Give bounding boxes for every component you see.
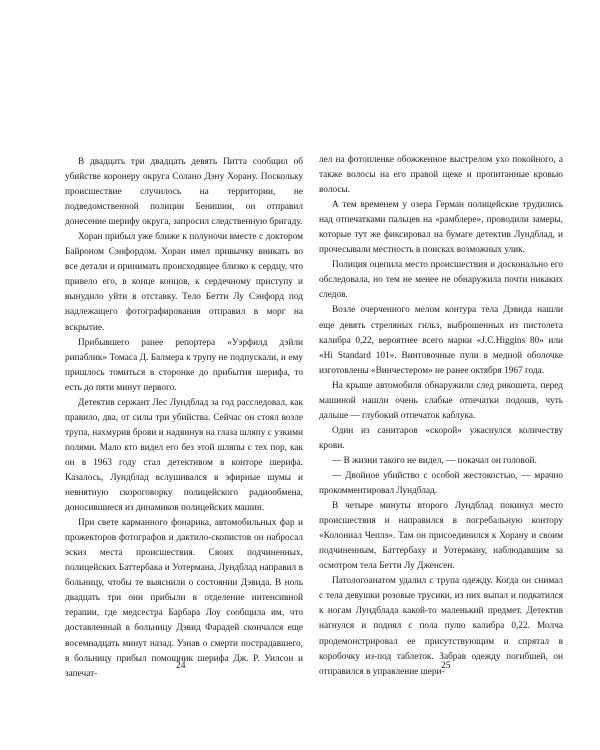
right-paragraph-9: В четыре минуты второго Лундблад покинул место происшествия и направился в погребальную контору «Колониал Чеплз». Там он присоединился к Хорану и своим подчиненным, Баттербаху и Уотерману, наблюдавшим за осмотром тела Бетти Лу Дженсен. [319,501,563,572]
left-paragraph-4: Детектив сержант Лес Лундблад за год расследовал, как правило, два, от силы три убийства. Сейчас он стоял возле трупа, нахмурив брови и надвинув на глаза шляпу с узкими полями. Мало кто видел его без этой шляпы с тех пор, как он в 1963 году стал детективом в конторе шерифа. Казалось, Лундблад вслушивался в эфирные шумы и невнятную скороговорку полицейского радиообмена, доносившиеся из динамиков полицейских машин. [65,397,303,514]
left-paragraph-3: Прибывшего ранее репортера «Уэрфилд дэйли рипаблик» Томаса Д. Балмера к трупу не подпускали, и ему пришлось томиться в сторонке до прибытия шерифа, то есть до пяти минут первого. [65,337,303,393]
right-paragraph-6: Один из санитаров «скорой» ужаснулся количеству крови. [319,425,563,451]
left-paragraph-1: В двадцать три двадцать девять Питта сообщил об убийстве коронеру округа Солано Дэну Хорану. Поскольку происшествие случилось на территории, не подведомственной полиции Бенишии, он отправил донесение шерифу округа, запросил следственную бригаду. [65,157,303,228]
left-paragraph-2: Хоран прибыл уже ближе к полуночи вместе с доктором Байроном Сэнфордом. Хоран имел привычку вникать во все детали и принимать происходящее близко к сердцу, что привело его, в конце концов, к сердечному приступу и вынудило уйти в отставку. Тело Бетти Лу Сэнфорд под надлежащего фотографирования отправил в морг на вскрытие. [65,232,303,333]
right-paragraph-7: — В жизни такого не видел, — покачал он головой. [332,455,537,466]
left-page [65,155,303,682]
right-paragraph-8: — Двойное убийство с особой жестокостью, — мрачно прокомментировал Лундблад. [319,470,563,497]
right-page [319,153,563,680]
right-paragraph-10: Патологоанатом удалил с трупа одежду. Когда он снимал с тела девушки розовые трусики, из них выпал и подкатился к ногам Лундблада какой-то маленький предмет. Детектив нагнулся и поднял с пола пулю калибра 0,22. Молча продемонстрировал ее присутствующим и спрятал в коробочку из-под таблеток. Забрав одежду погибшей, он отправился в управление шери- [319,576,563,677]
right-paragraph-1: лел на фотопленке обожженное выстрелом ухо покойного, а также волосы на его правой щеке и пропитанные кровью волосы. [319,155,563,196]
right-paragraph-4: Возле очерченного мелом контура тела Дэвида нашли еще девять стреляных гильз, выброшенных из пистолета калибра 0,22, вероятнее всего марки «J.C.Higgins 80» или «Hi Standard 101». Винтовочные пули в медной оболочке изготовлены «Винчестером» не ранее октября 1967 года. [319,305,563,376]
left-paragraph-5: При свете карманного фонарика, автомобильных фар и прожекторов фотографов и дактило-скопистов он набросал эскиз места происшествия. Своих подчиненных, полицейских Баттербака и Уотермана, Лундблад направил в больницу, чтобы те выяснили о состоянии Дэвида. В ноль двадцать три они прибыли в отделение интенсивной терапии, где медсестра Барбара Лоу сообщила им, что доставленный в больницу Дэвид Фарадей скончался еще восемнадцать минут назад. Узнав о смерти пострадавшего, в больницу прибыл помощник шерифа Дж. Р. Уилсон и запечат- [65,518,303,679]
right-paragraph-3: Полиция оцепила место происшествия и досконально его обследовала, но тем не менее не обнаружила почти никаких следов. [319,260,563,301]
left-page-number: 24 [176,661,186,671]
right-paragraph-5: На крыше автомобиля обнаружили след рикошета, перед машиной нашли очень слабые отпечатки подошв, чуть дальше — глубокий отпечаток каблука. [319,380,563,421]
right-page-number: 25 [441,661,451,671]
right-paragraph-2: А тем временем у озера Герман полицейские трудились над отпечатками пальцев на «рамблере», проводили замеры, которые тут же фиксировал на бумаге детектив Лундблад, и прочесывали местность в поисках возможных улик. [319,200,563,256]
